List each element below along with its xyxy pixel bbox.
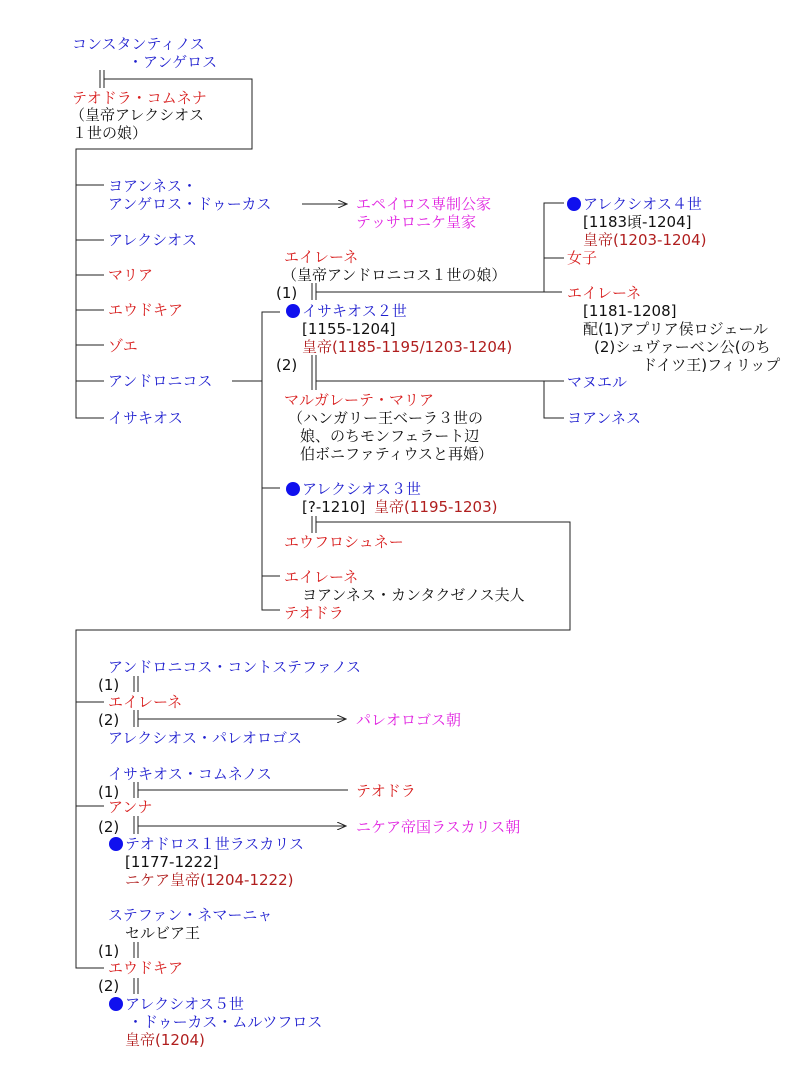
marriage-number-2: (2): [276, 356, 298, 374]
epirus-dynasty-link: エペイロス専制公家: [356, 195, 492, 213]
anna-marriage-1: (1): [98, 783, 120, 801]
isaakios-komnenos-name: イサキオス・コムネノス: [108, 765, 272, 783]
theodoros1-years: [1177-1222]: [125, 853, 219, 871]
constantinos-name: コンスタンティノス: [72, 35, 205, 53]
theodoros1-name: テオドロス１世ラスカリス: [125, 835, 304, 853]
alexios-child-name: アレクシオス: [108, 231, 197, 249]
alexios5-reign: 皇帝(1204): [125, 1031, 205, 1049]
theodora-granddaughter-name: テオドラ: [284, 604, 344, 622]
alexios5-name: アレクシオス５世: [125, 995, 244, 1013]
theodora-komnena-note2: １世の娘）: [72, 124, 148, 142]
maria-name: マリア: [108, 266, 154, 284]
isaakios2-reign: 皇帝(1185-1195/1203-1204): [302, 338, 513, 356]
marriage-number-1: (1): [276, 284, 298, 302]
theodora-komnena-name: テオドラ・コムネナ: [72, 89, 207, 107]
euphrosyne-name: エウフロシュネー: [284, 533, 404, 551]
eudokia-child-name: エウドキア: [108, 301, 184, 319]
eirene-daughter-spouse3: ドイツ王)フィリップ: [642, 356, 781, 374]
alexios4-years: [1183頃-1204]: [583, 213, 692, 231]
alexios3-name: アレクシオス３世: [302, 480, 421, 498]
eirene-daughter-spouse1: 配(1)アプリア侯ロジェール: [583, 320, 769, 338]
zoe-name: ゾエ: [108, 337, 138, 355]
anna-marriage-2: (2): [98, 818, 120, 836]
eudokia-marriage-2: (2): [98, 977, 120, 995]
alexios4-name: アレクシオス４世: [583, 195, 702, 213]
emperor-marker-icon: [286, 304, 300, 318]
margarete-note3: 伯ボニファティウスと再婚）: [300, 445, 494, 463]
angelos-name: ・アンゲロス: [128, 53, 218, 71]
isaakios2-name: イサキオス２世: [302, 302, 407, 320]
eirene-marriage-1: (1): [98, 676, 120, 694]
eirene-daughter-name: エイレーネ: [567, 284, 642, 302]
alexios3-reign: 皇帝(1195-1203): [374, 498, 498, 516]
eudokia-marriage-1: (1): [98, 942, 120, 960]
theodoros1-reign: ニケア皇帝(1204-1222): [125, 871, 294, 889]
emperor-marker-icon: [286, 482, 300, 496]
isaakios-child-name: イサキオス: [108, 409, 183, 427]
ioannes-doukas-name2: アンゲロス・ドゥーカス: [108, 195, 272, 213]
margarete-name: マルガレーテ・マリア: [284, 391, 435, 409]
theodora-anna-daughter-name: テオドラ: [356, 782, 416, 800]
eirene-granddaughter-name: エイレーネ: [284, 568, 359, 586]
margarete-note: （ハンガリー王ベーラ３世の: [288, 409, 484, 427]
emperor-marker-icon: [109, 837, 123, 851]
ioannes-doukas-name: ヨアンネス・: [108, 177, 197, 195]
manuel-name: マヌエル: [567, 373, 628, 391]
eirene-daughter-spouse2: (2)シュヴァーベン公(のち: [594, 338, 771, 356]
eirene-marriage-2: (2): [98, 711, 120, 729]
alexios4-reign: 皇帝(1203-1204): [583, 231, 707, 249]
alexios3-years: [?-1210]: [302, 498, 366, 516]
margarete-note2: 娘、のちモンフェラート辺: [300, 427, 480, 445]
palaiologos-dynasty-link: パレオロゴス朝: [356, 711, 462, 729]
anna-name: アンナ: [108, 798, 153, 816]
eirene-daughter-years: [1181-1208]: [583, 302, 677, 320]
emperor-marker-icon: [567, 197, 581, 211]
eirene-wife-note: （皇帝アンドロニコス１世の娘）: [282, 266, 507, 284]
stefan-title: セルビア王: [125, 924, 201, 942]
andronikos-name: アンドロニコス: [108, 372, 213, 390]
isaakios2-years: [1155-1204]: [302, 320, 396, 338]
alexios5-name2: ・ドゥーカス・ムルツフロス: [128, 1013, 323, 1031]
laskaris-dynasty-link: ニケア帝国ラスカリス朝: [356, 818, 521, 836]
theodora-komnena-note: （皇帝アレクシオス: [70, 106, 204, 124]
eudokia-e-name: エウドキア: [108, 959, 184, 977]
eirene-e-name: エイレーネ: [108, 693, 183, 711]
thessaloniki-dynasty-link: テッサロニケ皇家: [356, 213, 477, 231]
eirene-granddaughter-note: ヨアンネス・カンタクゼノス夫人: [302, 586, 525, 604]
alexios-palaiologos-name: アレクシオス・パレオロゴス: [108, 729, 302, 747]
emperor-marker-icon: [109, 997, 123, 1011]
stefan-nemanja-name: ステファン・ネマーニャ: [108, 906, 273, 924]
andronikos-kontostephanos-name: アンドロニコス・コントステファノス: [108, 658, 362, 676]
eirene-wife-name: エイレーネ: [284, 248, 359, 266]
daughter-name: 女子: [567, 249, 598, 267]
ioannes-son-name: ヨアンネス: [567, 409, 641, 427]
